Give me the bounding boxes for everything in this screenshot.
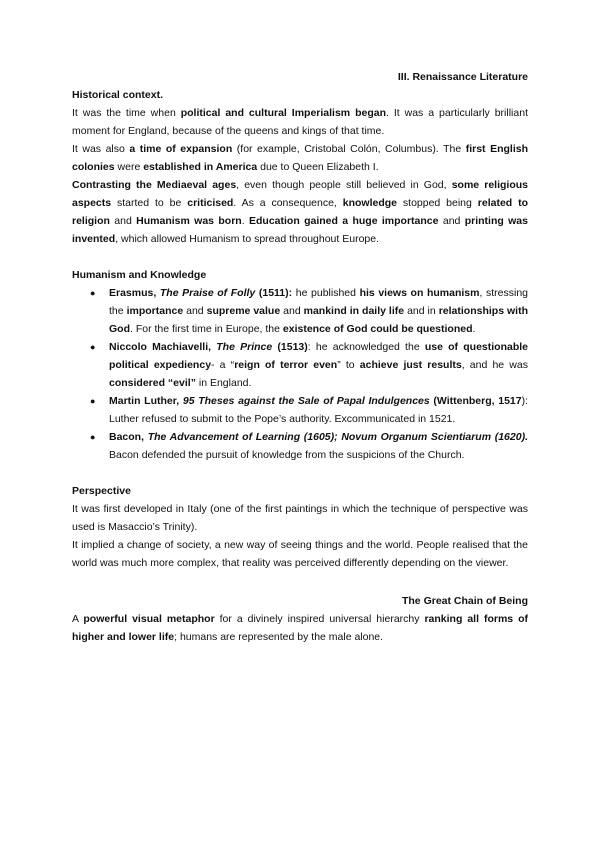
- document-content: [72, 68, 528, 646]
- bullet-icon: ●: [90, 288, 96, 298]
- heading-perspective: Perspective: [72, 485, 131, 497]
- section-title: III. Renaissance Literature: [397, 71, 528, 83]
- list-item-machiavelli: ● Niccolo Machiavelli, The Prince (1513): he acknowledged the use of questionable political expediency- a “reign of terror even” to achieve just results, and he was considered “evil” in England.: [72, 338, 528, 392]
- spacer: [72, 572, 528, 592]
- bullet-icon: ●: [90, 342, 96, 352]
- bullet-icon: ●: [90, 396, 96, 406]
- heading-great-chain: The Great Chain of Being: [401, 595, 528, 607]
- heading-humanism-knowledge: Humanism and Knowledge: [72, 269, 207, 281]
- bullet-icon: ●: [90, 432, 96, 442]
- list-item-luther: ● Martin Luther, 95 Theses against the Sale of Papal Indulgences (Wittenberg, 1517): Luther refused to submit to the Pope’s authority. Excommunicated in 1521.: [72, 392, 528, 428]
- humanism-list: [72, 284, 528, 464]
- list-item-erasmus: ● Erasmus, The Praise of Folly (1511): he published his views on humanism, stressing the importance and supreme value and mankind in daily life and in relationships with God. For the first time in Europe, the existence of God could be questioned.: [72, 284, 528, 338]
- spacer: [72, 248, 528, 266]
- heading-historical-context: Historical context.: [72, 89, 164, 101]
- paragraph-expansion: It was also a time of expansion (for example, Cristobal Colón, Columbus). The first English colonies were established in America due to Queen Elizabeth I.: [72, 143, 528, 173]
- paragraph-humanism-born: Contrasting the Mediaeval ages, even though people still believed in God, some religious aspects started to be criticised. As a consequence, knowledge stopped being related to religion and Humanism was born. Education gained a huge importance and printing was invented, which allowed Humanism to spread throughout Europe.: [72, 179, 529, 245]
- list-item-bacon: ● Bacon, The Advancement of Learning (1605); Novum Organum Scientiarum (1620). Bacon defended the pursuit of knowledge from the suspicions of the Church.: [72, 428, 528, 464]
- paragraph-perspective-change: It implied a change of society, a new way of seeing things and the world. People realised that the world was much more complex, that reality was perceived differently depending on the viewer.: [72, 539, 528, 569]
- paragraph-imperialism: It was the time when political and cultural Imperialism began. It was a particularly brilliant moment for England, because of the queens and kings of that time.: [72, 107, 528, 137]
- spacer: [72, 464, 528, 482]
- paragraph-perspective-origin: It was first developed in Italy (one of the first paintings in which the technique of perspective was used is Masaccio’s Trinity).: [72, 503, 528, 533]
- paragraph-great-chain: A powerful visual metaphor for a divinely inspired universal hierarchy ranking all forms of higher and lower life; humans are represented by the male alone.: [72, 613, 529, 643]
